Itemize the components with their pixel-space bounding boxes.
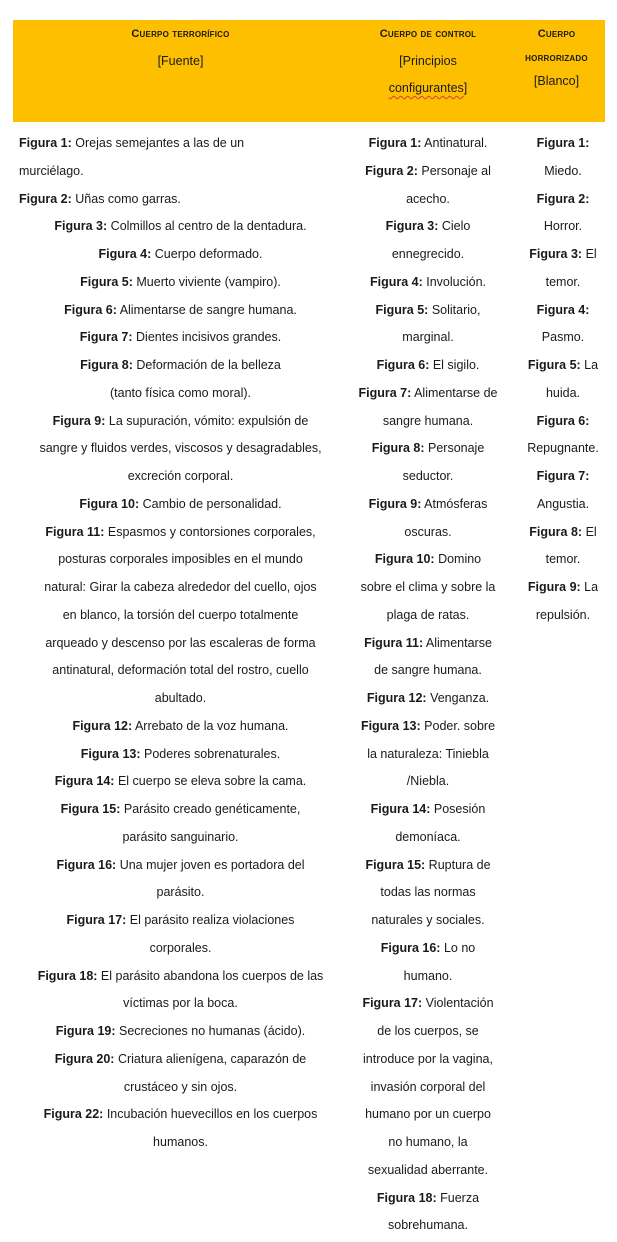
table-line bbox=[348, 297, 508, 325]
figure-text: Repugnante. bbox=[527, 441, 599, 456]
header-title: Cuerpo de control bbox=[379, 28, 477, 40]
figure-label: Figura 6: bbox=[536, 413, 590, 428]
figure-text: Solitario, bbox=[428, 302, 481, 317]
table-line bbox=[348, 158, 508, 186]
figure-label: Figura 14: bbox=[54, 774, 115, 789]
table-line bbox=[13, 1101, 348, 1129]
figure-label: Figura 13: bbox=[80, 746, 141, 761]
figure-text: Alimentarse de sangre humana. bbox=[116, 302, 297, 317]
figure-text: Pasmo. bbox=[541, 330, 585, 345]
figure-text: Espasmos y contorsiones corporales, bbox=[104, 524, 316, 539]
figure-text: de sangre humana. bbox=[374, 663, 482, 678]
figure-label: Figura 1: bbox=[19, 136, 72, 150]
figure-text: El bbox=[582, 524, 597, 539]
figure-label: Figura 4: bbox=[369, 274, 423, 289]
figure-text: Cuerpo deformado. bbox=[151, 247, 263, 261]
table-line bbox=[348, 935, 508, 963]
table-line bbox=[13, 269, 348, 297]
figure-label: Figura 15: bbox=[60, 802, 121, 816]
figure-text: Colmillos al centro de la dentadura. bbox=[107, 219, 307, 234]
table-line bbox=[13, 1129, 348, 1157]
figure-text: Lo no bbox=[440, 940, 476, 955]
table-line bbox=[523, 186, 603, 214]
table-line bbox=[348, 1129, 508, 1157]
figure-text: Involución. bbox=[422, 274, 487, 289]
table-line bbox=[348, 1046, 508, 1074]
figure-label: Figura 2: bbox=[536, 191, 590, 206]
figure-text: /Niebla. bbox=[406, 774, 450, 789]
figure-text: Personaje bbox=[424, 441, 485, 456]
figure-label: Figura 7: bbox=[536, 469, 590, 483]
figure-text: Cambio de personalidad. bbox=[139, 496, 282, 511]
figure-text: introduce por la vagina, bbox=[363, 1051, 493, 1066]
table-line bbox=[348, 380, 508, 408]
figure-label: Figura 18: bbox=[376, 1190, 437, 1205]
figure-text: sobrehumana. bbox=[388, 1218, 468, 1233]
figure-label: Figura 10: bbox=[79, 496, 140, 511]
figure-text: antinatural, deformación total del rostro, cuello bbox=[52, 663, 309, 678]
table-line bbox=[348, 186, 508, 214]
figure-label: Figura 17: bbox=[362, 996, 423, 1011]
figure-text: Muerto viviente (vampiro). bbox=[132, 274, 281, 289]
figure-text: de los cuerpos, se bbox=[377, 1024, 479, 1038]
table-line bbox=[348, 546, 508, 574]
figure-label: Figura 11: bbox=[364, 635, 424, 650]
table-line bbox=[348, 852, 508, 880]
column-cuerpo-horrorizado bbox=[523, 130, 603, 630]
table-line bbox=[348, 352, 508, 380]
figure-label: Figura 5: bbox=[80, 274, 133, 289]
table-line bbox=[13, 990, 348, 1018]
figure-text: en blanco, la torsión del cuerpo totalmente bbox=[62, 607, 299, 622]
figure-text: murciélago. bbox=[19, 163, 84, 178]
table-line bbox=[523, 491, 603, 519]
table-line bbox=[13, 186, 348, 214]
table-line bbox=[13, 491, 348, 519]
figure-text: Poderes sobrenaturales. bbox=[140, 746, 281, 761]
figure-label: Figura 22: bbox=[43, 1107, 104, 1122]
table-line bbox=[348, 1212, 508, 1240]
figure-text: Angustia. bbox=[536, 496, 590, 511]
table-line bbox=[13, 435, 348, 463]
table-line bbox=[348, 630, 508, 658]
header-subtitle-bracket: ] bbox=[463, 81, 468, 95]
figure-label: Figura 18: bbox=[37, 968, 98, 983]
table-line bbox=[348, 324, 508, 352]
figure-text: La supuración, vómito: expulsión de bbox=[105, 413, 309, 428]
figure-label: Figura 15: bbox=[365, 857, 426, 872]
table-line bbox=[13, 741, 348, 769]
table-line bbox=[13, 963, 348, 991]
figure-label: Figura 10: bbox=[374, 552, 435, 567]
table-line bbox=[13, 352, 348, 380]
figure-text: todas las normas bbox=[380, 885, 476, 900]
table-line bbox=[523, 352, 603, 380]
figure-label: Figura 13: bbox=[360, 718, 421, 733]
figure-text: acecho. bbox=[406, 191, 450, 206]
table-line bbox=[348, 879, 508, 907]
figure-text: excreción corporal. bbox=[127, 469, 234, 483]
table-line bbox=[348, 1074, 508, 1102]
figure-label: Figura 8: bbox=[371, 441, 425, 456]
table-line bbox=[13, 852, 348, 880]
header-subtitle: [Principios bbox=[399, 54, 457, 68]
table-line bbox=[13, 324, 348, 352]
table-line bbox=[348, 1101, 508, 1129]
figure-text: El parásito realiza violaciones bbox=[126, 913, 295, 927]
figure-text: Domino bbox=[434, 552, 482, 567]
table-line bbox=[348, 213, 508, 241]
table-line bbox=[523, 158, 603, 186]
table-line bbox=[348, 713, 508, 741]
figure-label: Figura 17: bbox=[66, 913, 127, 927]
figure-text: naturales y sociales. bbox=[371, 913, 485, 927]
figure-text: Venganza. bbox=[426, 691, 490, 705]
table-line bbox=[523, 574, 603, 602]
table-line bbox=[13, 685, 348, 713]
figure-text: temor. bbox=[545, 274, 581, 289]
figure-text: Miedo. bbox=[544, 163, 582, 178]
figure-label: Figura 16: bbox=[380, 940, 441, 955]
figure-text: Fuerza bbox=[436, 1190, 480, 1205]
header-col-horrorizado bbox=[508, 20, 605, 95]
table-line bbox=[348, 130, 508, 158]
figure-label: Figura 9: bbox=[368, 496, 422, 511]
table-line bbox=[348, 990, 508, 1018]
table-line bbox=[523, 519, 603, 547]
table-line bbox=[348, 796, 508, 824]
figure-text: Ruptura de bbox=[425, 857, 491, 872]
table-line bbox=[13, 158, 348, 186]
table-line bbox=[523, 297, 603, 325]
table-line bbox=[523, 241, 603, 269]
figure-label: Figura 3: bbox=[385, 219, 439, 234]
figure-text: crustáceo y sin ojos. bbox=[123, 1079, 238, 1094]
table-line bbox=[348, 768, 508, 796]
figure-text: humanos. bbox=[153, 1135, 208, 1149]
figure-text: Dientes incisivos grandes. bbox=[132, 330, 282, 345]
table-line bbox=[13, 463, 348, 491]
header-subtitle: [Blanco] bbox=[533, 74, 580, 88]
header-title: horrorizado bbox=[525, 52, 588, 64]
table-line bbox=[348, 685, 508, 713]
table-line bbox=[348, 907, 508, 935]
figure-text: humano por un cuerpo bbox=[365, 1107, 491, 1122]
table-line bbox=[523, 324, 603, 352]
header-subtitle bbox=[348, 75, 508, 102]
figure-text: demoníaca. bbox=[395, 829, 461, 844]
figure-label: Figura 9: bbox=[527, 580, 581, 594]
figure-label: Figura 1: bbox=[536, 136, 590, 150]
figure-text: sexualidad aberrante. bbox=[367, 1162, 489, 1177]
figure-label: Figura 14: bbox=[370, 802, 431, 816]
figure-text: El bbox=[582, 247, 597, 261]
figure-text: Cielo bbox=[438, 219, 471, 234]
figure-text: Secreciones no humanas (ácido). bbox=[115, 1024, 306, 1038]
figure-text: El cuerpo se eleva sobre la cama. bbox=[114, 774, 307, 789]
table-line bbox=[13, 408, 348, 436]
figure-text: La bbox=[580, 580, 599, 594]
header-subtitle-underlined: configurantes bbox=[388, 81, 464, 95]
figure-label: Figura 8: bbox=[529, 524, 583, 539]
figure-label: Figura 2: bbox=[19, 191, 72, 206]
figure-text: sangre y fluidos verdes, viscosos y desagradables, bbox=[39, 441, 322, 456]
table-line bbox=[13, 130, 348, 158]
table-line bbox=[13, 879, 348, 907]
figure-text: sangre humana. bbox=[382, 413, 474, 428]
table-line bbox=[348, 408, 508, 436]
table-line bbox=[13, 824, 348, 852]
figure-text: Orejas semejantes a las de un bbox=[71, 136, 245, 150]
table-line bbox=[348, 1185, 508, 1213]
figure-label: Figura 9: bbox=[52, 413, 106, 428]
table-line bbox=[13, 546, 348, 574]
figure-text: humano. bbox=[403, 968, 453, 983]
table-line bbox=[13, 935, 348, 963]
figure-text: posturas corporales imposibles en el mundo bbox=[58, 552, 303, 567]
figure-text: no humano, la bbox=[388, 1135, 468, 1149]
header-col-control bbox=[348, 20, 508, 102]
table-line bbox=[13, 630, 348, 658]
figure-text: víctimas por la boca. bbox=[123, 996, 238, 1011]
figure-text: Antinatural. bbox=[421, 136, 488, 150]
figure-text: Poder. sobre bbox=[420, 718, 496, 733]
figure-text: Violentación bbox=[422, 996, 494, 1011]
table-line bbox=[348, 519, 508, 547]
figure-text: corporales. bbox=[149, 940, 212, 955]
figure-label: Figura 4: bbox=[536, 302, 590, 317]
figure-text: Alimentarse bbox=[423, 635, 492, 650]
figure-text: Atmósferas bbox=[421, 496, 488, 511]
table-line bbox=[13, 380, 348, 408]
header-title: Cuerpo terrorífico bbox=[131, 28, 230, 40]
table-line bbox=[348, 269, 508, 297]
figure-label: Figura 6: bbox=[64, 302, 117, 317]
figure-text: El parásito abandona los cuerpos de las bbox=[97, 968, 324, 983]
table-line bbox=[348, 963, 508, 991]
figure-text: Arrebato de la voz humana. bbox=[132, 718, 289, 733]
table-line bbox=[523, 380, 603, 408]
table-line bbox=[13, 574, 348, 602]
figure-text: Parásito creado genéticamente, bbox=[120, 802, 301, 816]
figure-text: parásito. bbox=[156, 885, 205, 900]
table-line bbox=[523, 435, 603, 463]
table-line bbox=[13, 796, 348, 824]
table-line bbox=[13, 1074, 348, 1102]
figure-text: El sigilo. bbox=[429, 358, 480, 372]
figure-label: Figura 4: bbox=[98, 247, 152, 261]
table-line bbox=[348, 657, 508, 685]
table-line bbox=[523, 130, 603, 158]
figure-label: Figura 7: bbox=[358, 385, 412, 400]
table-line bbox=[13, 1046, 348, 1074]
figure-text: Posesión bbox=[430, 802, 486, 816]
figure-text: Una mujer joven es portadora del bbox=[116, 857, 305, 872]
figure-text: parásito sanguinario. bbox=[122, 829, 239, 844]
table-line bbox=[13, 213, 348, 241]
table-line bbox=[348, 824, 508, 852]
table-line bbox=[523, 463, 603, 491]
table-line bbox=[13, 602, 348, 630]
figure-label: Figura 12: bbox=[72, 718, 133, 733]
figure-label: Figura 20: bbox=[54, 1051, 115, 1066]
table-line bbox=[348, 463, 508, 491]
figure-text: invasión corporal del bbox=[370, 1079, 486, 1094]
figure-text: Alimentarse de bbox=[411, 385, 498, 400]
figure-text: Uñas como garras. bbox=[71, 191, 181, 206]
table-line bbox=[523, 602, 603, 630]
figure-text: ennegrecido. bbox=[391, 247, 465, 261]
header-col-terrorifico bbox=[13, 20, 348, 75]
figure-label: Figura 1: bbox=[368, 136, 422, 150]
table-line bbox=[13, 768, 348, 796]
figure-label: Figura 6: bbox=[376, 358, 430, 372]
figure-text: La bbox=[580, 358, 599, 372]
figure-text: huida. bbox=[545, 385, 581, 400]
figure-label: Figura 7: bbox=[79, 330, 133, 345]
figure-text: seductor. bbox=[402, 469, 454, 483]
figure-text: repulsión. bbox=[535, 607, 591, 622]
table-line bbox=[13, 1018, 348, 1046]
figure-label: Figura 12: bbox=[366, 691, 427, 705]
figure-label: Figura 2: bbox=[365, 163, 418, 178]
table-line bbox=[523, 269, 603, 297]
figure-text: la naturaleza: Tiniebla bbox=[367, 746, 489, 761]
figure-label: Figura 11: bbox=[45, 524, 105, 539]
table-line bbox=[348, 491, 508, 519]
table-line bbox=[13, 713, 348, 741]
figure-label: Figura 3: bbox=[529, 247, 583, 261]
table-line bbox=[13, 657, 348, 685]
header-title: Cuerpo bbox=[537, 28, 576, 40]
figure-text: Deformación de la belleza bbox=[132, 358, 281, 372]
figure-text: oscuras. bbox=[404, 524, 452, 539]
figure-text: (tanto física como moral). bbox=[109, 385, 251, 400]
table-line bbox=[348, 602, 508, 630]
table-line bbox=[348, 1018, 508, 1046]
table-line bbox=[348, 435, 508, 463]
figure-label: Figura 19: bbox=[55, 1024, 116, 1038]
figure-text: plaga de ratas. bbox=[386, 607, 470, 622]
table-line bbox=[348, 241, 508, 269]
table-line bbox=[523, 408, 603, 436]
figure-label: Figura 16: bbox=[56, 857, 117, 872]
figure-text: Personaje al bbox=[417, 163, 491, 178]
figure-text: Incubación huevecillos en los cuerpos bbox=[103, 1107, 318, 1122]
header-subtitle: [Fuente] bbox=[157, 54, 204, 68]
table-line bbox=[348, 1157, 508, 1185]
table-line bbox=[13, 907, 348, 935]
figure-label: Figura 8: bbox=[80, 358, 133, 372]
table-line bbox=[348, 574, 508, 602]
table-line bbox=[523, 213, 603, 241]
figure-text: natural: Girar la cabeza alrededor del cuello, ojos bbox=[44, 580, 317, 594]
figure-text: sobre el clima y sobre la bbox=[360, 580, 496, 594]
table-line bbox=[523, 546, 603, 574]
table-line bbox=[13, 297, 348, 325]
figure-label: Figura 5: bbox=[527, 358, 581, 372]
figure-text: temor. bbox=[545, 552, 581, 567]
figure-label: Figura 5: bbox=[375, 302, 429, 317]
column-cuerpo-de-control bbox=[348, 130, 508, 1240]
column-cuerpo-terrorifico bbox=[13, 130, 348, 1157]
figure-text: marginal. bbox=[402, 330, 454, 345]
table-line bbox=[13, 519, 348, 547]
figure-label: Figura 3: bbox=[54, 219, 108, 234]
table-line bbox=[13, 241, 348, 269]
figure-text: arqueado y descenso por las escaleras de forma bbox=[45, 635, 316, 650]
table-line bbox=[348, 741, 508, 769]
figure-text: abultado. bbox=[154, 691, 207, 705]
figure-text: Criatura alienígena, caparazón de bbox=[114, 1051, 307, 1066]
figure-text: Horror. bbox=[543, 219, 583, 234]
